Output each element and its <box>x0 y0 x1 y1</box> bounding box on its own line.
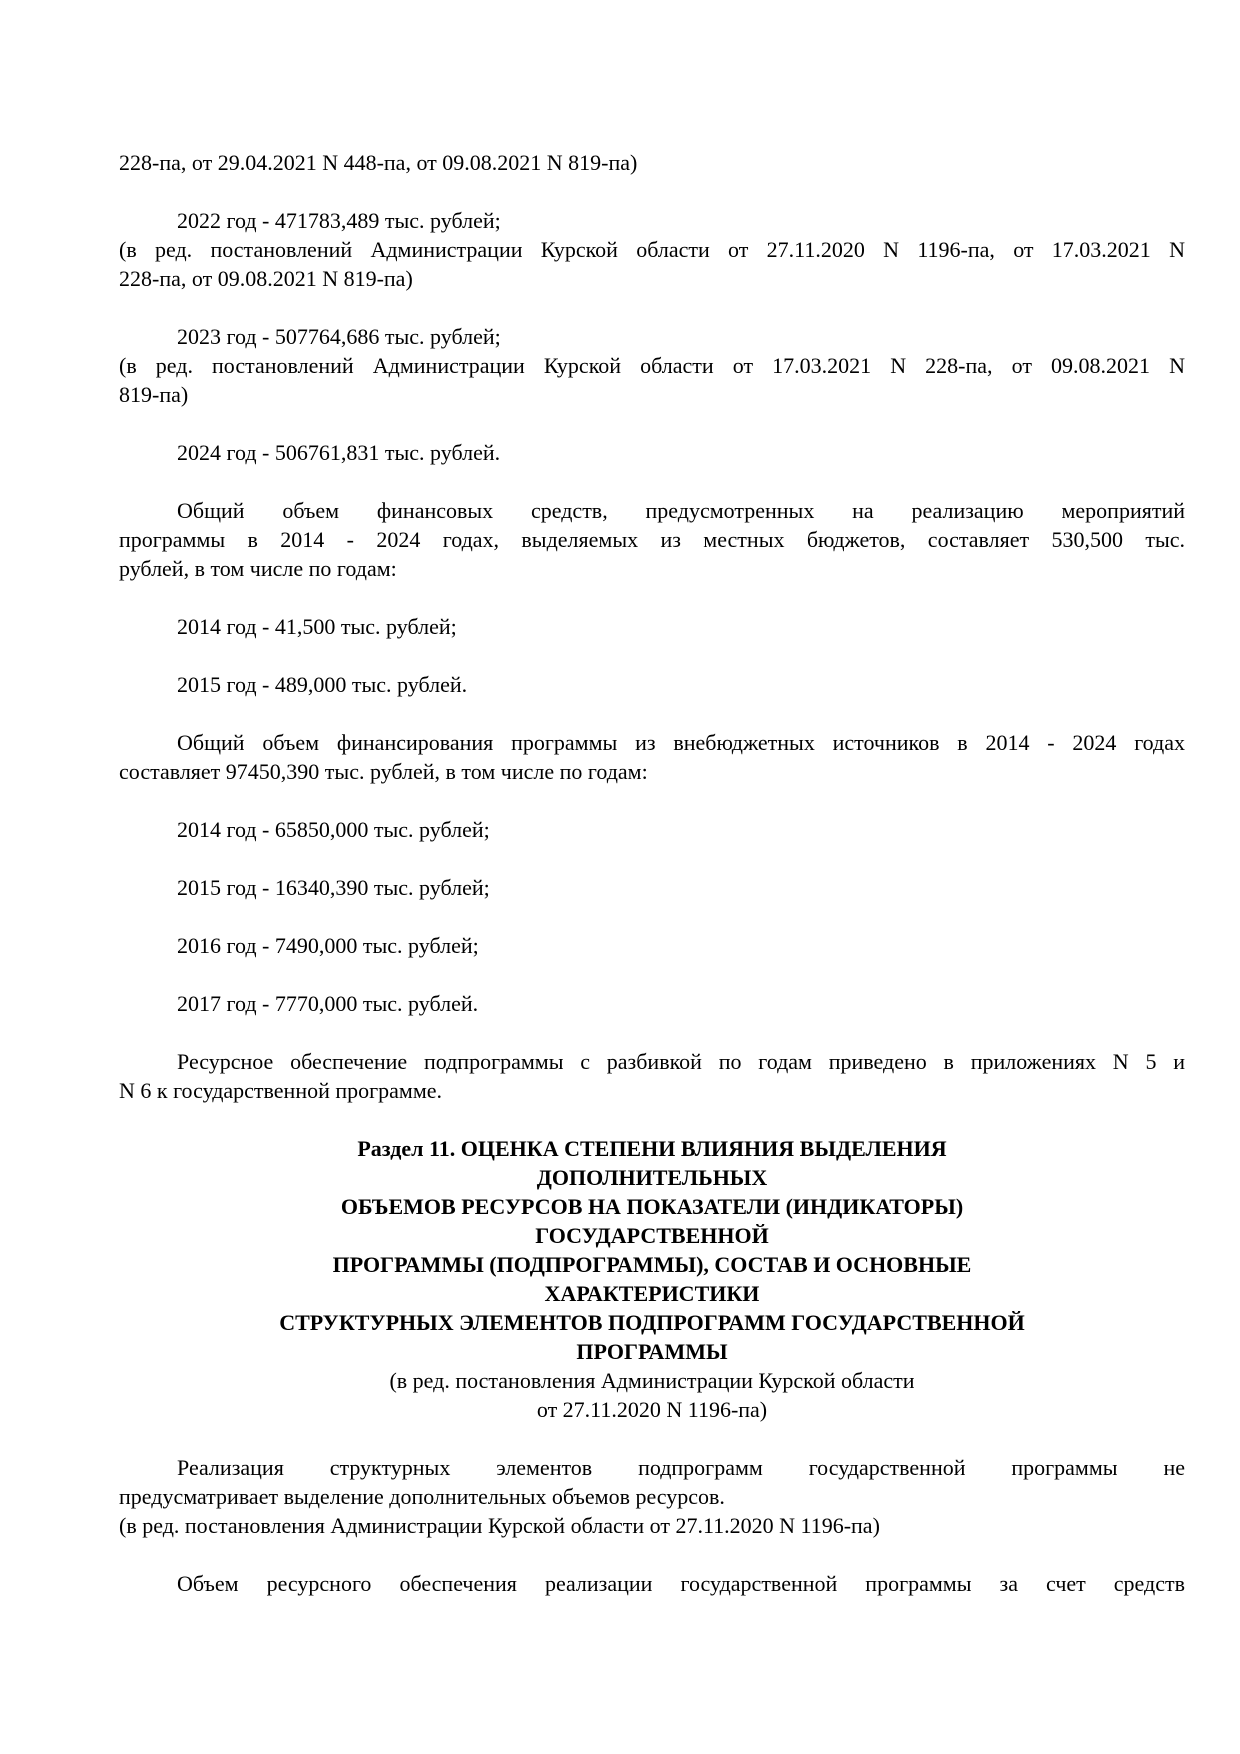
paragraph-budget-2022 <box>119 206 1185 235</box>
paragraph-extrabudgetary-2014 <box>119 815 1185 844</box>
paragraph-local-2015 <box>119 670 1185 699</box>
text-line: Реализация структурных элементов подпрограмм государственной программы не <box>177 1455 1185 1480</box>
text-line: от 27.11.2020 N 1196-па) <box>536 1397 768 1422</box>
text-line: 2015 год - 489,000 тыс. рублей. <box>177 672 468 697</box>
heading-line: Раздел 11. ОЦЕНКА СТЕПЕНИ ВЛИЯНИЯ ВЫДЕЛЕНИЯ <box>357 1136 947 1161</box>
text-line: 2016 год - 7490,000 тыс. рублей; <box>177 933 479 958</box>
heading-line: ОБЪЕМОВ РЕСУРСОВ НА ПОКАЗАТЕЛИ (ИНДИКАТОРЫ) <box>340 1194 964 1219</box>
section-11-heading <box>119 1134 1185 1366</box>
text-line: Общий объем финансовых средств, предусмотренных на реализацию мероприятий <box>177 498 1185 523</box>
text-line: составляет 97450,390 тыс. рублей, в том числе по годам: <box>119 759 648 784</box>
text-line: 2017 год - 7770,000 тыс. рублей. <box>177 991 479 1016</box>
paragraph-extrabudgetary-total <box>119 728 1185 786</box>
heading-line: ДОПОЛНИТЕЛЬНЫХ <box>536 1165 768 1190</box>
paragraph-extrabudgetary-2015 <box>119 873 1185 902</box>
text-line: Ресурсное обеспечение подпрограммы с разбивкой по годам приведено в приложениях N 5 и <box>177 1049 1185 1074</box>
heading-line: ХАРАКТЕРИСТИКИ <box>544 1281 760 1306</box>
paragraph-amendment-note-2022 <box>119 235 1185 293</box>
text-line: (в ред. постановлений Администрации Курской области от 27.11.2020 N 1196-па, от 17.03.2021 N <box>119 237 1185 262</box>
text-line: 2024 год - 506761,831 тыс. рублей. <box>177 440 501 465</box>
paragraph-extrabudgetary-2016 <box>119 931 1185 960</box>
paragraph-local-2014 <box>119 612 1185 641</box>
text-line: N 6 к государственной программе. <box>119 1078 443 1103</box>
heading-amendment-note <box>119 1366 1185 1424</box>
text-line: предусматривает выделение дополнительных объемов ресурсов. <box>119 1484 725 1509</box>
text-line: (в ред. постановлений Администрации Курской области от 17.03.2021 N 228-па, от 09.08.2021 N <box>119 353 1185 378</box>
paragraph-amendment-continuation <box>119 148 1185 177</box>
heading-line: СТРУКТУРНЫХ ЭЛЕМЕНТОВ ПОДПРОГРАММ ГОСУДАРСТВЕННОЙ <box>279 1310 1025 1335</box>
paragraph-amendment-note-2023 <box>119 351 1185 409</box>
text-line: Общий объем финансирования программы из внебюджетных источников в 2014 - 2024 годах <box>177 730 1185 755</box>
paragraph-implementation-note <box>119 1453 1185 1511</box>
paragraph-implementation-amendment <box>119 1511 1185 1540</box>
paragraph-resource-volume-intro <box>119 1569 1185 1598</box>
text-line: 228-па, от 09.08.2021 N 819-па) <box>119 266 413 291</box>
text-line: 2023 год - 507764,686 тыс. рублей; <box>177 324 501 349</box>
text-line: 228-па, от 29.04.2021 N 448-па, от 09.08.2021 N 819-па) <box>119 150 638 175</box>
text-line: (в ред. постановления Администрации Курской области <box>389 1368 915 1393</box>
text-line: Объем ресурсного обеспечения реализации государственной программы за счет средств <box>177 1571 1185 1596</box>
text-line: 2015 год - 16340,390 тыс. рублей; <box>177 875 490 900</box>
paragraph-budget-2023 <box>119 322 1185 351</box>
text-line: 2022 год - 471783,489 тыс. рублей; <box>177 208 501 233</box>
text-line: рублей, в том числе по годам: <box>119 556 397 581</box>
text-line: 2014 год - 41,500 тыс. рублей; <box>177 614 457 639</box>
text-line: программы в 2014 - 2024 годах, выделяемых из местных бюджетов, составляет 530,500 тыс. <box>119 527 1185 552</box>
text-line: (в ред. постановления Администрации Курской области от 27.11.2020 N 1196-па) <box>119 1513 880 1538</box>
paragraph-extrabudgetary-2017 <box>119 989 1185 1018</box>
paragraph-budget-2024 <box>119 438 1185 467</box>
heading-line: ПРОГРАММЫ (ПОДПРОГРАММЫ), СОСТАВ И ОСНОВНЫЕ <box>332 1252 972 1277</box>
text-line: 819-па) <box>119 382 189 407</box>
heading-line: ПРОГРАММЫ <box>576 1339 728 1364</box>
paragraph-resource-support-note <box>119 1047 1185 1105</box>
paragraph-local-budgets-total <box>119 496 1185 583</box>
text-line: 2014 год - 65850,000 тыс. рублей; <box>177 817 490 842</box>
heading-line: ГОСУДАРСТВЕННОЙ <box>535 1223 769 1248</box>
